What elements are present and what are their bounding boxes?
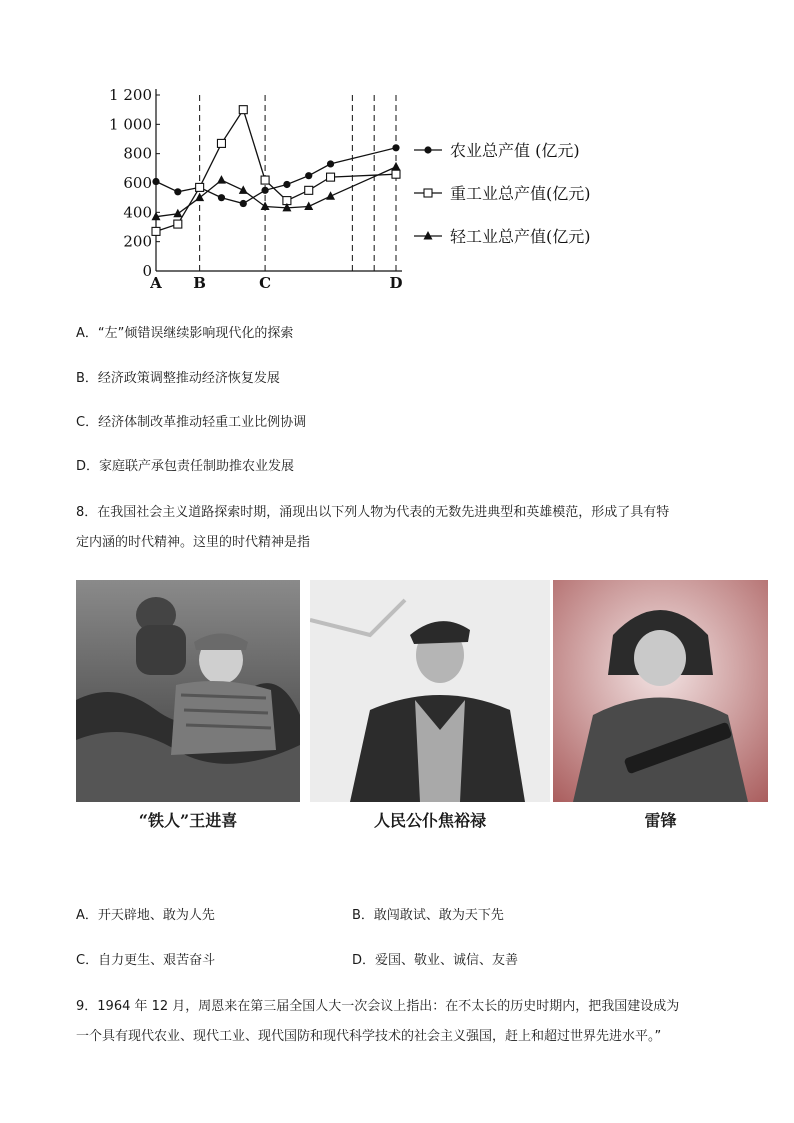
series-line-2 [156,167,396,217]
series-0-point [174,188,181,195]
series-1-point [152,227,160,235]
q9-line-2: 一个具有现代农业、现代工业、现代国防和现代科学技术的社会主义强国，赶上和超过世界先进水平。” [76,1029,662,1044]
y-tick-label: 1 000 [109,115,152,134]
series-1-point [174,220,182,228]
q8-stem [76,498,726,558]
series-0-point [240,200,247,207]
photo-oil-mud-worker-image [76,580,300,802]
series-1-point [261,176,269,184]
y-tick-label: 200 [123,232,152,251]
series-line-1 [156,110,396,232]
legend-marker-2 [424,231,433,240]
series-0-point [152,178,159,185]
q8-option-a[interactable]: A．开天辟地、敢为人先 [76,908,215,923]
series-1-point [305,186,313,194]
y-tick-label: 600 [123,174,152,192]
series-0-point [305,172,312,179]
photo-jiao-yulu-image [310,580,550,802]
caption-jiao-yulu: 人民公仆焦裕禄 [373,811,486,830]
series-2-point [392,162,401,171]
photo-lei-feng [553,580,768,802]
q7-option-d[interactable]: D．家庭联产承包责任制助推农业发展 [76,459,295,474]
series-2-point [217,175,226,184]
series-0-point [261,187,268,194]
x-tick-label: C [259,274,272,292]
q7-option-c[interactable]: C．经济体制改革推动轻重工业比例协调 [76,415,307,430]
photo-wang-jinxi [76,580,300,802]
series-2-point [195,193,204,202]
q9-stem [76,992,726,1052]
q8-option-b[interactable]: B．敢闯敢试、敢为天下先 [352,908,504,923]
y-tick-label: 1 200 [109,86,152,104]
photo-lei-feng-image [553,580,768,802]
legend-marker-0 [424,146,431,153]
series-1-point [196,183,204,191]
x-tick-label: B [193,274,206,292]
y-tick-label: 0 [142,262,152,280]
y-tick-label: 400 [123,203,152,222]
series-1-point [392,170,400,178]
y-tick-label: 800 [123,144,152,163]
series-1-point [239,106,247,114]
q8-stem-line-2: 定内涵的时代精神。这里的时代精神是指 [76,535,311,550]
series-0-point [218,194,225,201]
q7-option-a[interactable]: A．“左”倾错误继续影响现代化的探索 [76,326,294,341]
q8-stem-line-1: 8．在我国社会主义道路探索时期，涌现出以下列人物为代表的无数先进典型和英雄模范，形成了具有特 [76,505,670,520]
legend-label-2: 轻工业总产值(亿元) [450,227,591,246]
series-2-point [261,201,270,209]
legend-label-1: 重工业总产值(亿元) [450,184,591,203]
q9-line-1: 9．1964 年 12 月，周恩来在第三届全国人大一次会议上指出：在不太长的历史时期内，把我国建设成为 [76,999,680,1014]
series-1-point [327,173,335,181]
q8-option-c[interactable]: C．自力更生、艰苦奋斗 [76,953,216,968]
caption-wang-jinxi: “铁人”王进喜 [138,811,238,830]
q7-option-b[interactable]: B．经济政策调整推动经济恢复发展 [76,371,280,386]
output-value-line-chart [80,80,640,295]
series-0-point [392,144,399,151]
series-2-point [173,209,182,218]
x-tick-label: D [389,274,403,292]
legend-marker-1 [424,189,432,197]
series-1-point [217,139,225,147]
legend-label-0: 农业总产值 (亿元) [450,141,580,160]
photo-jiao-yulu [310,580,550,802]
caption-lei-feng: 雷锋 [644,811,677,830]
series-0-point [327,160,334,167]
series-0-point [283,181,290,188]
series-2-point [239,185,248,194]
q8-option-d[interactable]: D．爱国、敬业、诚信、友善 [352,953,519,968]
x-tick-label: A [150,274,162,292]
